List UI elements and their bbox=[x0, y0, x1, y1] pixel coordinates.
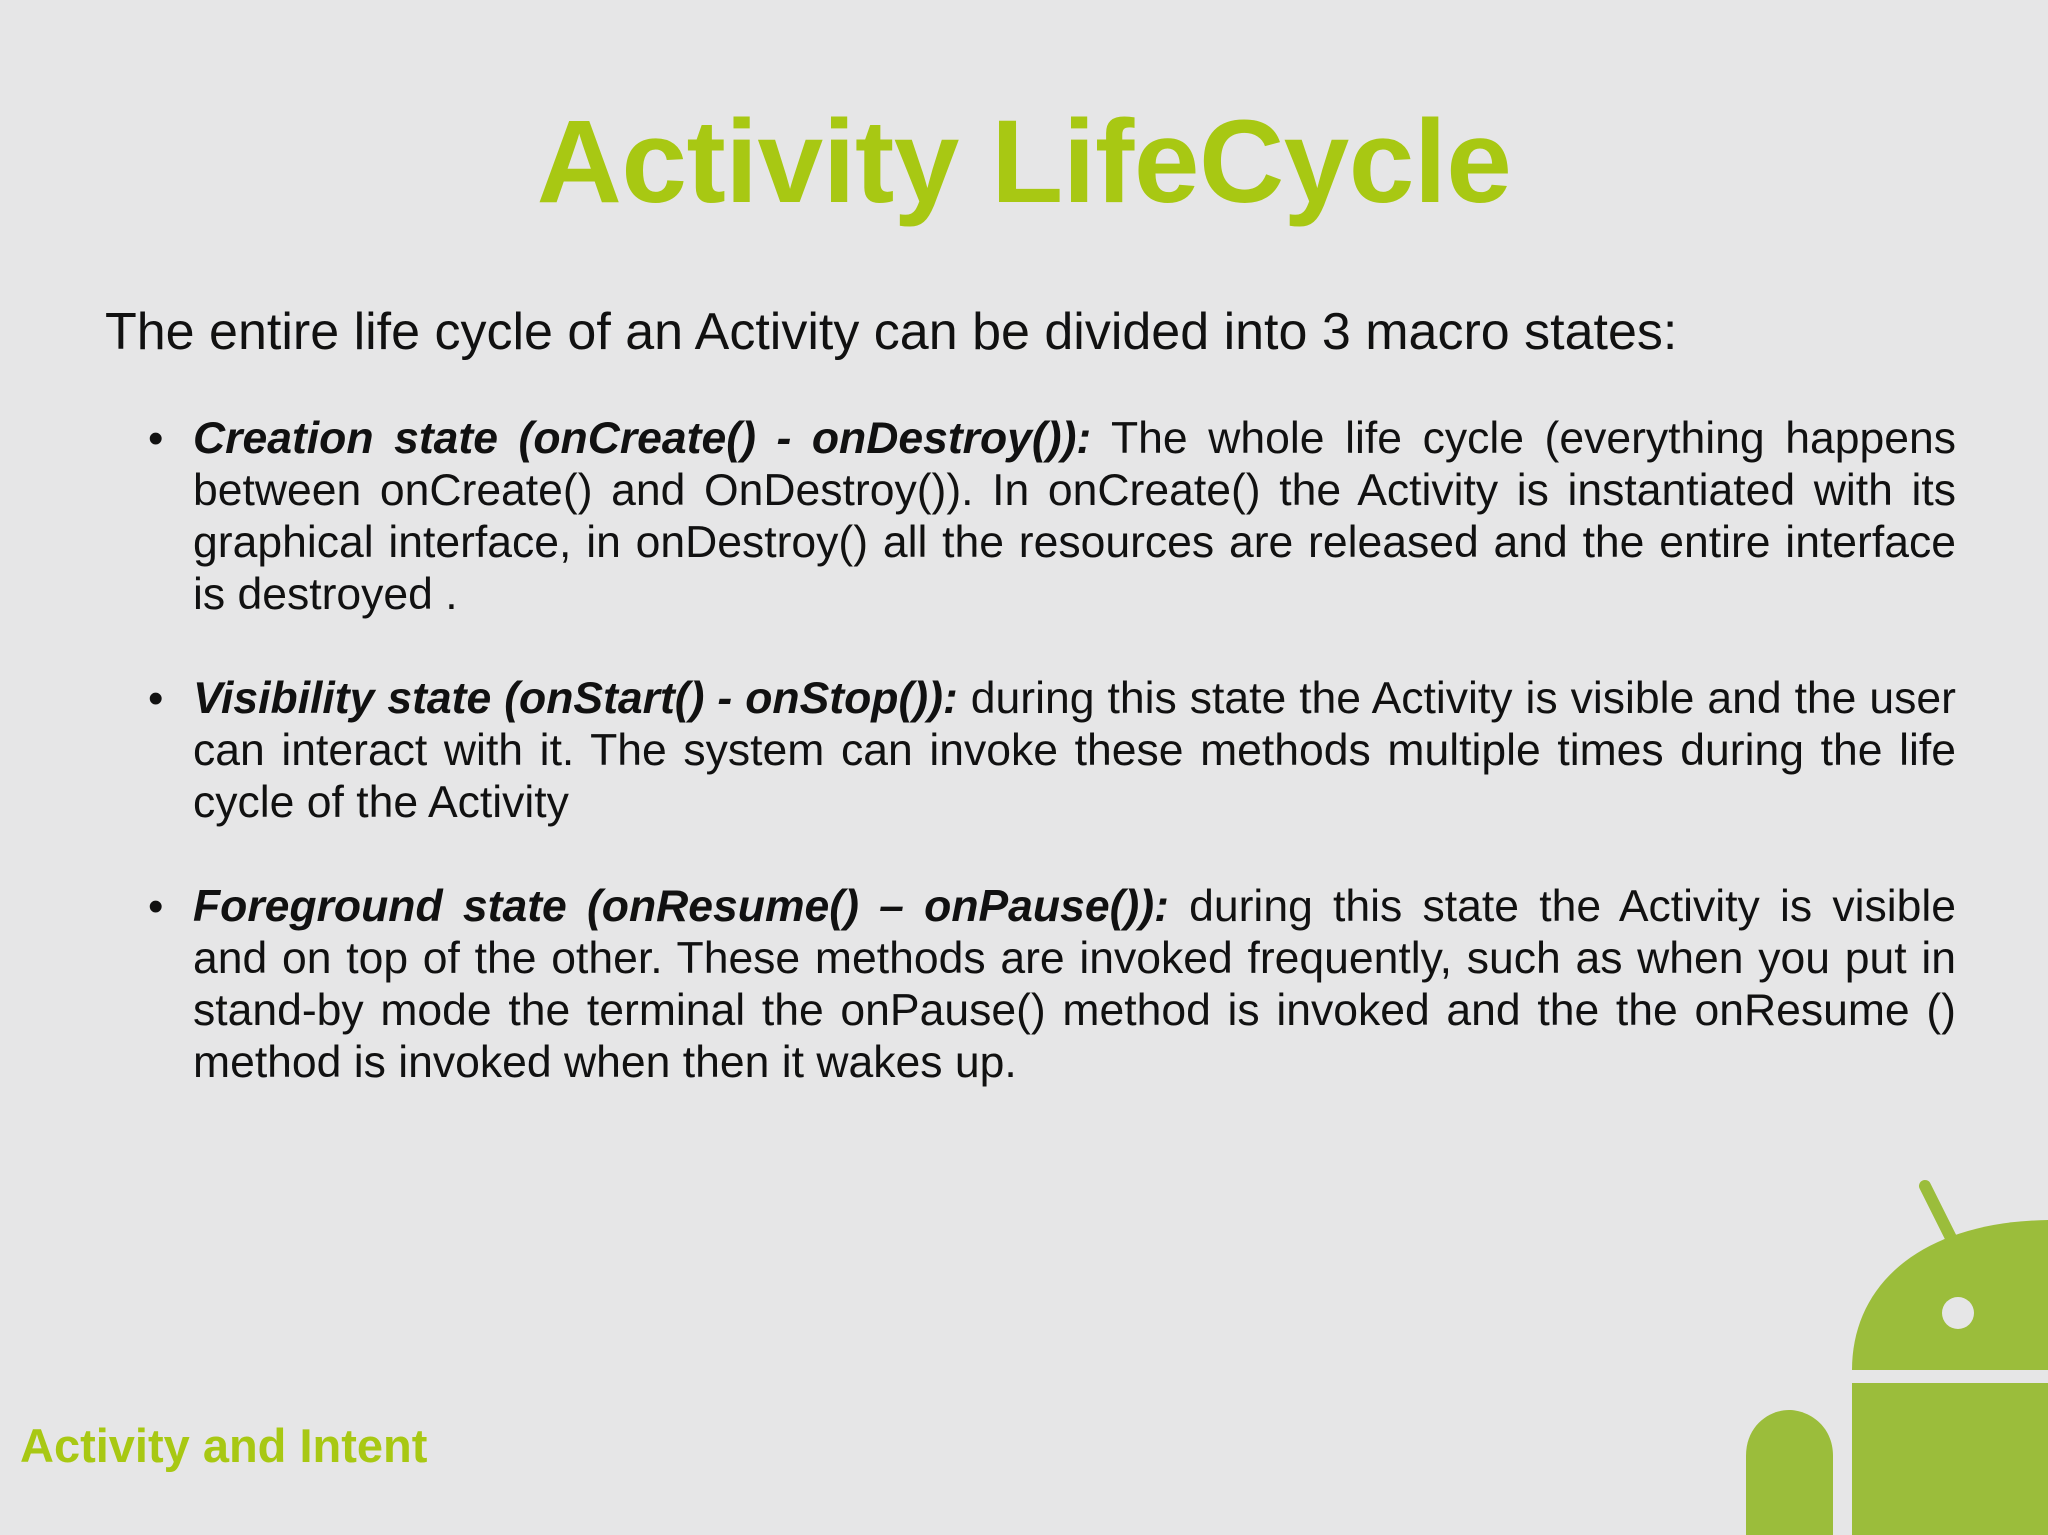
bullet-text: during this state the Activity is visible and the user can interact with it. The system can invoke these methods multiple times during the life cycle of the Activity bbox=[193, 674, 1956, 827]
bullet-foreground-state bbox=[148, 881, 1956, 1089]
bullet-text: The whole life cycle (everything happens between onCreate() and OnDestroy()). In onCreate() the Activity is instantiated with its graphical interface, in onDestroy() all the resources are released and the entire interface is destroyed . bbox=[193, 414, 1956, 619]
bullet-creation-state bbox=[148, 413, 1956, 621]
bullet-heading: Creation state (onCreate() - onDestroy()): bbox=[193, 414, 1092, 463]
bullet-text: during this state the Activity is visible and on top of the other. These methods are invoked frequently, such as when you put in stand-by mode the terminal the onPause() method is invoked and the the onResume () method is invoked when then it wakes up. bbox=[193, 882, 1956, 1087]
bullet-list bbox=[148, 413, 1956, 1141]
footer-label: Activity and Intent bbox=[20, 1419, 428, 1472]
bullet-marker: • bbox=[148, 882, 164, 931]
bullet-visibility-state bbox=[148, 673, 1956, 829]
bullet-heading: Foreground state (onResume() – onPause()): bbox=[193, 882, 1169, 931]
bullet-heading: Visibility state (onStart() - onStop()): bbox=[193, 674, 958, 723]
bullet-marker: • bbox=[148, 674, 164, 723]
intro-text: The entire life cycle of an Activity can be divided into 3 macro states: bbox=[105, 303, 1678, 361]
slide-title: Activity LifeCycle bbox=[536, 96, 1512, 228]
bullet-marker: • bbox=[148, 414, 164, 463]
